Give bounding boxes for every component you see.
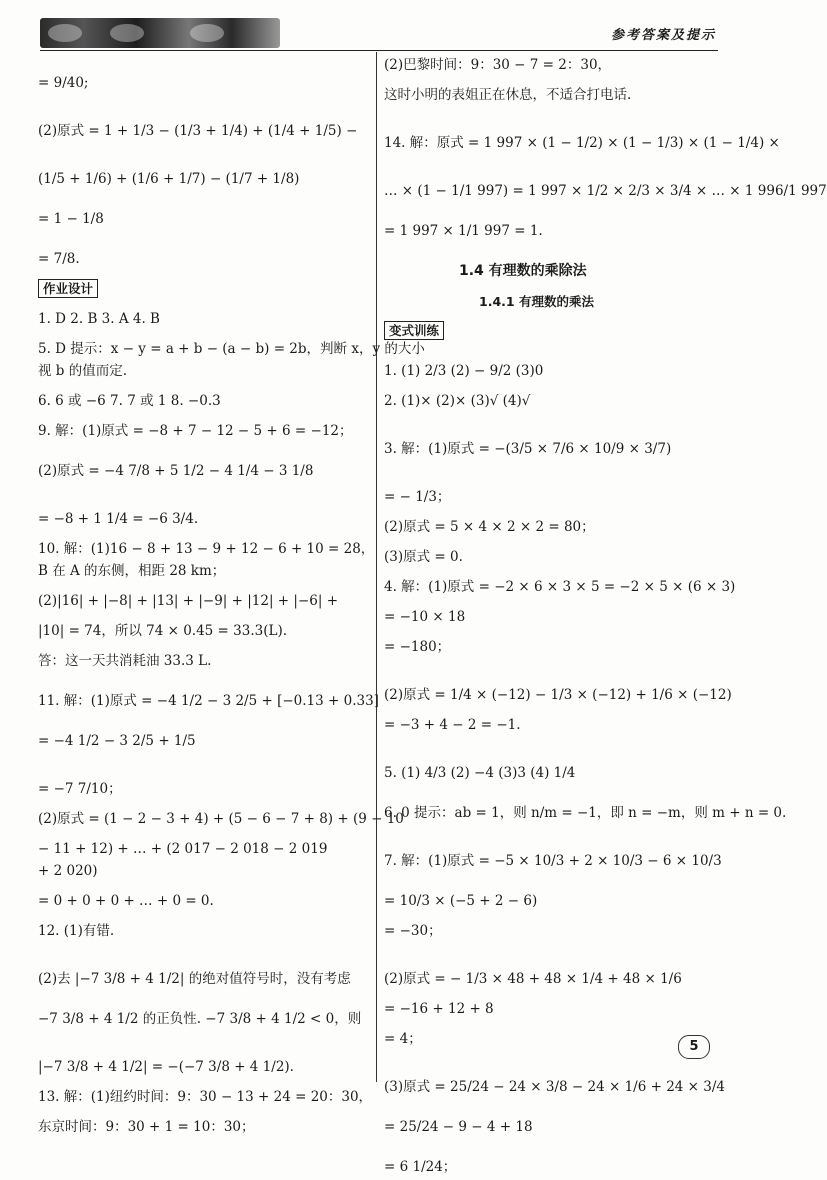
line-text: 4. 解：(1)原式 = −2 × 6 × 3 × 5 = −2 × 5 × (6 × 3) xyxy=(384,579,736,595)
line-text: = −7 7/10； xyxy=(38,781,122,797)
text-line xyxy=(384,630,724,660)
line-text: (2)原式 = 5 × 4 × 2 × 2 = 80； xyxy=(384,519,595,535)
text-line xyxy=(38,144,368,192)
section-title xyxy=(384,244,724,284)
line-text: = −180； xyxy=(384,639,451,655)
line-text: |10| = 74，所以 74 × 0.45 = 33.3(L). xyxy=(38,623,288,639)
text-line xyxy=(384,56,724,78)
text-line xyxy=(38,96,368,144)
line-text: − 11 + 12) + … + (2 017 − 2 018 − 2 019 xyxy=(38,841,328,857)
line-text: (1/5 + 1/6) + (1/6 + 1/7) − (1/7 + 1/8) xyxy=(38,171,300,187)
line-text: = 7/8. xyxy=(38,251,80,267)
line-text: = −4 1/2 − 3 2/5 + 1/5 xyxy=(38,733,196,749)
line-text: 9. 解：(1)原式 = −8 + 7 − 12 − 5 + 6 = −12； xyxy=(38,423,353,439)
line-text: (3)原式 = 25/24 − 24 × 3/8 − 24 × 1/6 + 24 × 3/4 xyxy=(384,1079,726,1095)
text-line xyxy=(38,232,368,272)
line-text: 10. 解：(1)16 − 8 + 13 − 9 + 12 − 6 + 10 = 28， xyxy=(38,541,375,557)
line-text: = −10 × 18 xyxy=(384,609,466,625)
text-line xyxy=(38,674,379,714)
line-text: B 在 A 的东侧，相距 28 km； xyxy=(38,563,226,579)
line-text: 13. 解：(1)纽约时间：9：30 − 13 + 24 = 20：30， xyxy=(38,1089,373,1105)
header-banner-image xyxy=(40,18,280,48)
text-line xyxy=(38,714,368,754)
line-text: 3. 解：(1)原式 = −(3/5 × 7/6 × 10/9 × 3/7) xyxy=(384,441,672,457)
line-text: −7 3/8 + 4 1/2 的正负性. −7 3/8 + 4 1/2 < 0，则 xyxy=(38,1011,362,1027)
line-text: 1.4.1 有理数的乘法 xyxy=(479,294,594,309)
line-text: 6. 6 或 −6 7. 7 或 1 8. −0.3 xyxy=(38,393,221,409)
text-line xyxy=(38,862,368,884)
column-divider xyxy=(376,52,377,1082)
text-line xyxy=(384,914,724,944)
line-text: = 0 + 0 + 0 + … + 0 = 0. xyxy=(38,893,214,909)
line-text: 东京时间：9：30 + 1 = 10：30； xyxy=(38,1119,255,1135)
text-line xyxy=(38,884,368,914)
text-line xyxy=(384,570,736,600)
header-rule xyxy=(40,50,718,51)
text-line xyxy=(384,874,724,914)
line-text: = − 1/3； xyxy=(384,489,451,505)
line-text: (2)原式 = (1 − 2 − 3 + 4) + (5 − 6 − 7 + 8) + (9 − 10 xyxy=(38,811,404,827)
text-line xyxy=(384,510,724,540)
line-text: (2)去 |−7 3/8 + 4 1/2| 的绝对值符号时，没有考虑 xyxy=(38,971,351,987)
text-line xyxy=(38,1032,368,1080)
text-line xyxy=(384,1052,724,1100)
text-line xyxy=(38,584,368,614)
text-line xyxy=(384,384,724,414)
page-number: 5 xyxy=(678,1035,710,1059)
line-text: (2)|16| + |−8| + |13| + |−9| + |12| + |−6| + xyxy=(38,593,339,609)
text-line xyxy=(384,738,724,786)
section-label xyxy=(384,314,724,344)
text-line xyxy=(384,944,724,992)
header-title: 参考答案及提示 xyxy=(610,28,716,43)
text-line xyxy=(38,362,368,384)
text-line xyxy=(38,384,368,414)
section-label xyxy=(38,272,368,302)
line-text: 1. D 2. B 3. A 4. B xyxy=(38,311,160,327)
line-text: 5. D 提示：x − y = a + b − (a − b) = 2b，判断 x，y 的大小 xyxy=(38,341,425,357)
line-text: = 1 − 1/8 xyxy=(38,211,104,227)
line-text: = −3 + 4 − 2 = −1. xyxy=(384,717,521,733)
text-line xyxy=(38,1110,368,1140)
line-text: = 10/3 × (−5 + 2 − 6) xyxy=(384,893,538,909)
text-line xyxy=(38,484,368,532)
line-text: 这时小明的表姐正在休息，不适合打电话. xyxy=(384,87,632,103)
text-line xyxy=(38,414,368,444)
text-line xyxy=(38,914,368,944)
text-line xyxy=(384,660,732,708)
text-line xyxy=(38,644,368,674)
text-line xyxy=(384,78,724,108)
text-line xyxy=(384,1100,724,1140)
text-line xyxy=(38,944,368,992)
line-text: = 1 997 × 1/1 997 = 1. xyxy=(384,223,543,239)
line-text: (2)原式 = − 1/3 × 48 + 48 × 1/4 + 48 × 1/6 xyxy=(384,971,682,987)
right-column xyxy=(384,56,827,1180)
line-text: |−7 3/8 + 4 1/2| = −(−7 3/8 + 4 1/2). xyxy=(38,1059,294,1075)
text-line xyxy=(38,802,404,832)
text-line xyxy=(384,462,724,510)
line-text: 12. (1)有错. xyxy=(38,923,115,939)
line-text: (2)原式 = −4 7/8 + 5 1/2 − 4 1/4 − 3 1/8 xyxy=(38,463,314,479)
line-text: 答：这一天共消耗油 33.3 L. xyxy=(38,653,212,669)
line-text: + 2 020) xyxy=(38,863,98,879)
line-text: 2. (1)× (2)× (3)√ (4)√ xyxy=(384,393,531,409)
text-line xyxy=(384,344,724,384)
line-text: = 4； xyxy=(384,1031,422,1047)
line-text: 7. 解：(1)原式 = −5 × 10/3 + 2 × 10/3 − 6 × 10/3 xyxy=(384,853,722,869)
line-text: 11. 解：(1)原式 = −4 1/2 − 3 2/5 + [−0.13 + 0.33] xyxy=(38,693,379,709)
text-line xyxy=(38,614,368,644)
text-line xyxy=(38,754,368,802)
text-line xyxy=(38,532,375,562)
line-text: = −16 + 12 + 8 xyxy=(384,1001,494,1017)
line-text: = −8 + 1 1/4 = −6 3/4. xyxy=(38,511,199,527)
line-text: 视 b 的值而定. xyxy=(38,363,128,379)
text-line xyxy=(38,992,368,1032)
text-line xyxy=(38,1080,373,1110)
text-line xyxy=(384,1022,724,1052)
text-line xyxy=(38,56,368,96)
text-line xyxy=(384,204,724,244)
text-line xyxy=(38,302,368,332)
line-text: 5. (1) 4/3 (2) −4 (3)3 (4) 1/4 xyxy=(384,765,576,781)
line-text: 1. (1) 2/3 (2) − 9/2 (3)0 xyxy=(384,363,544,379)
text-line xyxy=(384,414,724,462)
text-line xyxy=(38,192,368,232)
text-line xyxy=(38,832,368,862)
text-line xyxy=(384,1140,724,1180)
text-line xyxy=(384,156,827,204)
line-text: 14. 解：原式 = 1 997 × (1 − 1/2) × (1 − 1/3) × (1 − 1/4) × xyxy=(384,135,780,151)
line-text: = 9/40; xyxy=(38,75,89,91)
line-text: … × (1 − 1/1 997) = 1 997 × 1/2 × 2/3 × 3/4 × … × 1 996/1 997 xyxy=(384,183,827,199)
line-text: = 6 1/24； xyxy=(384,1159,457,1175)
line-text: (2)原式 = 1/4 × (−12) − 1/3 × (−12) + 1/6 × (−12) xyxy=(384,687,732,703)
line-text: 6. 0 提示：ab = 1，则 n/m = −1，即 n = −m，则 m + n = 0. xyxy=(384,805,787,821)
text-line xyxy=(384,992,724,1022)
line-text: = −30； xyxy=(384,923,442,939)
line-text: 作业设计 xyxy=(38,279,98,298)
text-line xyxy=(384,108,780,156)
subsection-title xyxy=(384,284,724,314)
line-text: 1.4 有理数的乘除法 xyxy=(459,263,587,279)
text-line xyxy=(384,708,724,738)
line-text: (3)原式 = 0. xyxy=(384,549,463,565)
text-line xyxy=(384,826,724,874)
line-text: (2)原式 = 1 + 1/3 − (1/3 + 1/4) + (1/4 + 1/5) − xyxy=(38,123,358,139)
text-line xyxy=(38,332,425,362)
line-text: 变式训练 xyxy=(384,321,444,340)
text-line xyxy=(384,540,724,570)
line-text: (2)巴黎时间：9：30 − 7 = 2：30， xyxy=(384,57,612,73)
text-line xyxy=(38,444,368,484)
text-line xyxy=(384,786,787,826)
text-line xyxy=(38,562,368,584)
text-line xyxy=(384,600,724,630)
line-text: = 25/24 − 9 − 4 + 18 xyxy=(384,1119,533,1135)
